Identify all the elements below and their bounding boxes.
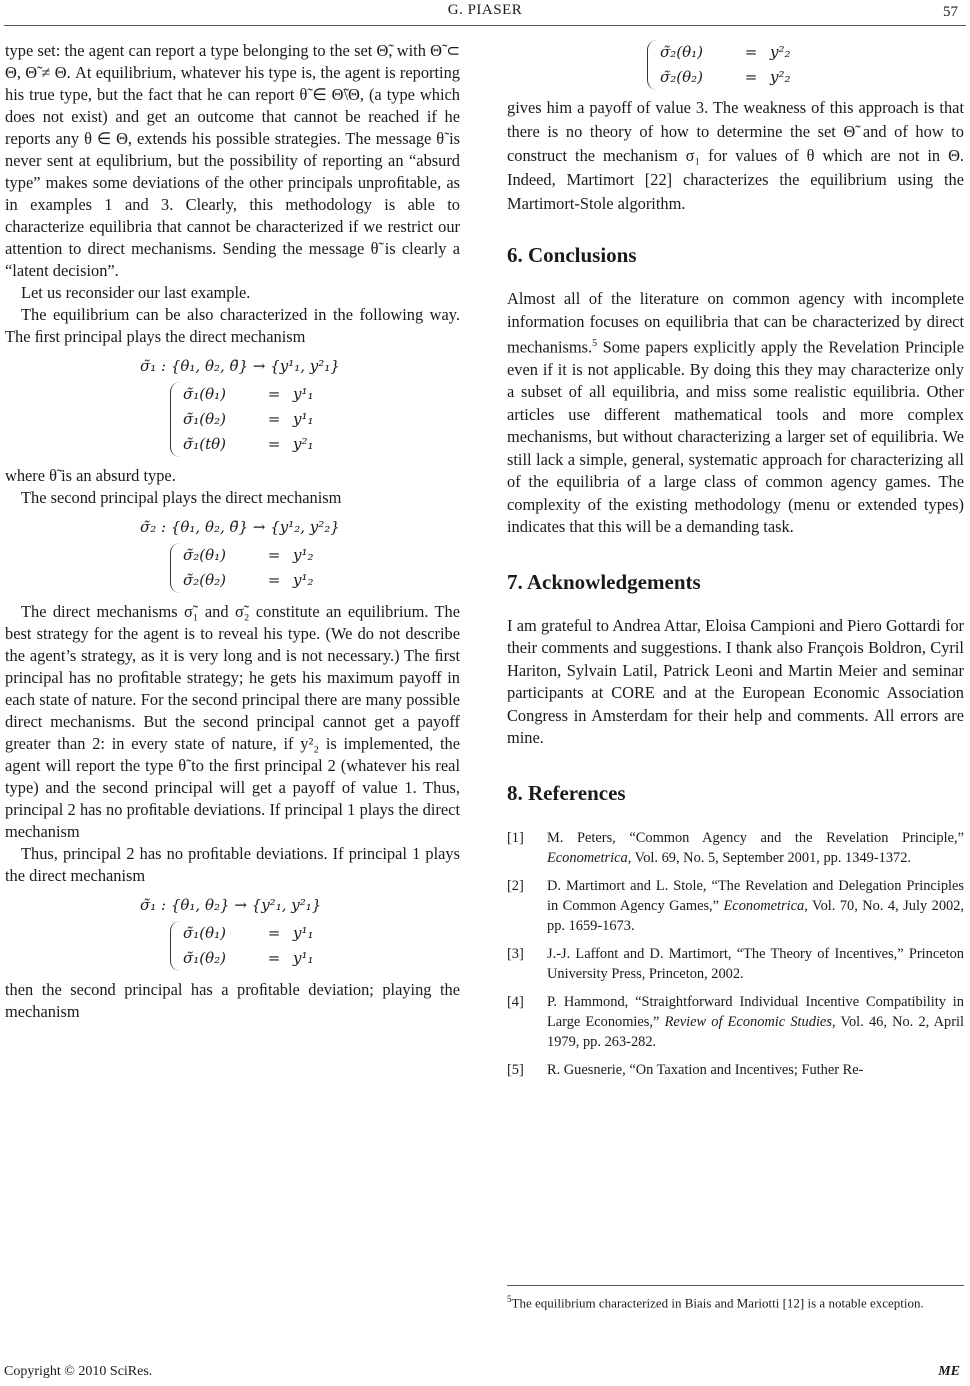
- paragraph: where θ̃ is an absurd type.: [5, 466, 176, 485]
- brace: [170, 543, 180, 593]
- footnote-text: The equilibrium characterized in Biais and Mariotti [12] is a notable exception.: [511, 1295, 924, 1311]
- case-equation: [170, 543, 460, 593]
- paragraph: The second principal plays the direct mechanism: [21, 488, 342, 507]
- paragraph: [507, 288, 964, 539]
- case-rhs: y²₁: [293, 435, 314, 453]
- case-eq: =: [744, 43, 758, 61]
- paragraph: Thus, principal 2 has no proﬁtable deviations. If principal 1 plays the direct mechanism: [5, 844, 460, 885]
- case-eq: =: [267, 546, 281, 564]
- case-lhs: σ̃₁(θ₁): [183, 385, 227, 403]
- case-eq: =: [267, 571, 281, 589]
- paragraph: gives him a payoff of value 3. The weakness of this approach is that there is no theory of how to determine the set Θ̃ and of how to construct the mechanism σ₁ for values of θ which are not in Θ. Indeed, Martimort [22] characterizes the equilibrium using the Martimort-Stole algorithm.: [507, 98, 964, 213]
- brace: [170, 382, 180, 457]
- brace: [647, 40, 657, 90]
- case-eq: =: [267, 385, 281, 403]
- case-lhs: σ̃₁(θ₂): [183, 949, 227, 967]
- copyright: Copyright © 2010 SciRes.: [4, 1364, 153, 1379]
- left-column: [5, 40, 460, 1023]
- case-row: [183, 921, 314, 946]
- case-lhs: σ̃₁(θ₁): [183, 924, 227, 942]
- case-equation: [170, 382, 460, 457]
- case-equation: [170, 921, 460, 971]
- case-rhs: y¹₁: [293, 410, 314, 428]
- paragraph-part: Almost all of the literature on common agency with incomplete information focuses on equilibria that can be characterized by direct mechanisms.: [507, 289, 964, 357]
- page-number: 57: [943, 4, 958, 20]
- footnote: [507, 1290, 964, 1312]
- case-row: [183, 432, 314, 457]
- case-lhs: σ̃₂(θ₂): [660, 68, 704, 86]
- paragraph: The equilibrium can be also characterized in the following way. The ﬁrst principal plays the direct mechanism: [5, 305, 460, 346]
- reference-item: [507, 944, 964, 984]
- reference-item: [507, 1060, 964, 1080]
- reference-number: [2]: [507, 877, 524, 894]
- case-rhs: y¹₁: [293, 385, 314, 403]
- case-lhs: σ̃₁(tθ): [183, 435, 227, 453]
- section-heading-references: 8. References: [507, 780, 626, 805]
- reference-list: [507, 828, 964, 1080]
- reference-text: , Vol. 46, No. 2, April 1979, pp. 263-282.: [547, 1013, 964, 1050]
- reference-number: [3]: [507, 945, 524, 962]
- reference-text: R. Guesnerie, “On Taxation and Incentives; Futher Re-: [547, 1061, 864, 1078]
- section-heading-conclusions: 6. Conclusions: [507, 243, 637, 267]
- case-row: [183, 407, 314, 432]
- case-eq: =: [744, 68, 758, 86]
- equation: σ̃₂ : {θ₁, θ₂, θ̃} → {y¹₂, y²₂}: [140, 518, 340, 536]
- paragraph: type set: the agent can report a type belonging to the set Θ̃, with Θ̃ ⊂ Θ, Θ̃ ≠ Θ. At equilibrium, whatever his type is, the agent is reporting his true type, but the fact that he can report θ̃ ∈ Θ̃\Θ, (a type which does not exist) and get an outcome that cannot be reached if he reports any θ ∈ Θ, extends his possible strategies. The message θ̃ is never sent at equlibrium, but the possibility of reporting an “absurd type” makes some deviations of the other principals unproﬁtable, as in examples 1 and 3. Clearly, this methodology is able to characterize equilibria that cannot be characterized if we restrict our attention to direct mechanisms. Sending the message θ̃ is clearly a “latent decision”.: [5, 41, 460, 280]
- footnote-mark: 5: [507, 1294, 512, 1304]
- reference-number: [1]: [507, 829, 524, 846]
- reference-journal: Econometrica: [723, 897, 805, 914]
- reference-journal: Review of Economic Studies: [664, 1013, 832, 1030]
- case-lhs: σ̃₂(θ₁): [183, 546, 227, 564]
- brace: [170, 921, 180, 971]
- case-rhs: y¹₂: [293, 546, 314, 564]
- case-rhs: y²₂: [770, 68, 791, 86]
- case-rhs: y²₂: [770, 43, 791, 61]
- case-lhs: σ̃₂(θ₂): [183, 571, 227, 589]
- case-rhs: y¹₁: [293, 949, 314, 967]
- footnote-rule: [507, 1285, 964, 1286]
- header-rule: [4, 25, 966, 26]
- case-row: [183, 946, 314, 971]
- case-row: [183, 568, 314, 593]
- case-equation: [647, 40, 964, 90]
- case-eq: =: [267, 435, 281, 453]
- journal-abbrev: ME: [938, 1364, 960, 1379]
- right-column: [507, 40, 964, 1088]
- reference-text: D. Martimort and L. Stole, “The Revelation and Delegation Principles in Common Agency Games,”: [547, 877, 964, 914]
- running-header-author: G. PIASER: [447, 2, 523, 18]
- reference-item: [507, 876, 964, 936]
- reference-text: M. Peters, “Common Agency and the Revelation Principle,”: [547, 829, 964, 846]
- case-lhs: σ̃₂(θ₁): [660, 43, 704, 61]
- paragraph: I am grateful to Andrea Attar, Eloisa Campioni and Piero Gottardi for their comments and suggestions. I thank also François Boldron, Cyril Hariton, Sylvain Latil, Patrick Leoni and Martin Meier and seminar participants at CORE and at the European Economic Association Congress in Amsterdam for their help and comments. All errors are mine.: [507, 615, 964, 748]
- paragraph: The direct mechanisms σ̃₁ and σ̃₂ constitute an equilibrium. The best strategy for the agent is to reveal his type. (We do not describe the agent’s strategy, as it is very long and is not necessary.) The ﬁrst principal has no proﬁtable strategy; he gets his maximum payoff in each state of nature. For the second principal there are many possible direct mechanisms. But the second principal cannot get a payoff greater than 2: in every state of nature, if y²₂ is implemented, the agent will report the type θ̃ to the ﬁrst principal 2 (whatever his real type) and the second principal will get a payoff of value 1. Thus, principal 2 has no proﬁtable deviations. If principal 1 plays the direct mechanism: [5, 602, 460, 841]
- paragraph: Let us reconsider our last example.: [21, 283, 251, 302]
- case-row: [660, 65, 791, 90]
- reference-text: , Vol. 69, No. 5, September 2001, pp. 1349-1372.: [627, 849, 912, 866]
- case-row: [183, 382, 314, 407]
- paragraph: then the second principal has a proﬁtable deviation; playing the mechanism: [5, 980, 460, 1021]
- reference-text: J.-J. Laffont and D. Martimort, “The Theory of Incentives,” Princeton University Press, Princeton, 2002.: [547, 945, 964, 982]
- equation: σ̃₁ : {θ₁, θ₂, θ̃} → {y¹₁, y²₁}: [140, 357, 340, 375]
- paragraph-part: Some papers explicitly apply the Revelation Principle even if it is not applicable. By doing this they may characterize only a subset of all equilibria, and miss some realistic equilibria. Other articles use different mathematical tools and more complex mechanisms, but without characterizing a larger set of equilibria. We still lack a simple, general, systematic approach for characterizing all of the equilibria of a large class of common agency games. The complexity of the existing methodology (menu or extended types) indicates that this will be a demanding task.: [507, 337, 964, 537]
- reference-item: [507, 828, 964, 868]
- case-row: [660, 40, 791, 65]
- footnote-ref: 5: [592, 338, 598, 349]
- reference-number: [5]: [507, 1061, 524, 1078]
- reference-text: P. Hammond, “Straightforward Individual Incentive Compatibility in Large Economies,”: [547, 993, 964, 1030]
- reference-journal: Econometrica: [547, 849, 628, 866]
- reference-item: [507, 992, 964, 1052]
- case-rhs: y¹₂: [293, 571, 314, 589]
- equation: σ̃₁ : {θ₁, θ₂} → {y²₁, y²₁}: [140, 896, 322, 914]
- case-eq: =: [267, 949, 281, 967]
- case-eq: =: [267, 924, 281, 942]
- case-rhs: y¹₁: [293, 924, 314, 942]
- reference-number: [4]: [507, 993, 524, 1010]
- case-lhs: σ̃₁(θ₂): [183, 410, 227, 428]
- reference-text: , Vol. 70, No. 4, July 2002, pp. 1659-1673.: [547, 897, 965, 934]
- section-heading-acknowledgements: 7. Acknowledgements: [507, 569, 701, 594]
- case-row: [183, 543, 314, 568]
- case-eq: =: [267, 410, 281, 428]
